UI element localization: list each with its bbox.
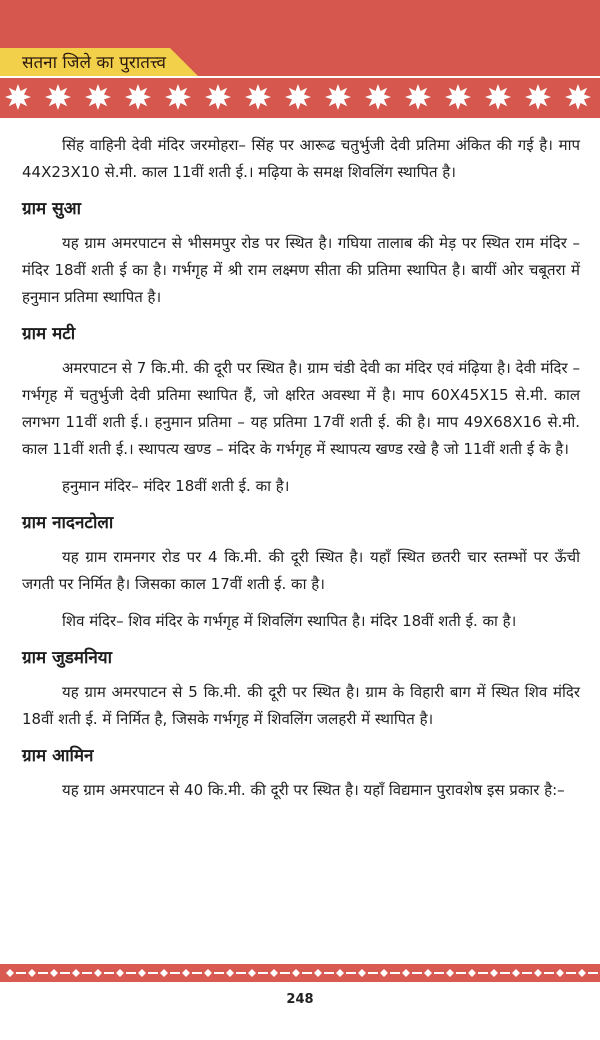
footer-diamond xyxy=(490,969,498,977)
footer-dash xyxy=(280,972,290,974)
footer-diamond xyxy=(160,969,168,977)
star-ornament xyxy=(525,84,551,110)
star-ornament xyxy=(245,84,271,110)
footer-dash xyxy=(82,972,92,974)
footer-dash xyxy=(38,972,48,974)
footer-diamond xyxy=(402,969,410,977)
footer-diamond xyxy=(226,969,234,977)
star-ornament xyxy=(365,84,391,110)
footer-diamond xyxy=(534,969,542,977)
footer-diamond xyxy=(94,969,102,977)
section-heading: ग्राम जुडमनिया xyxy=(22,648,113,668)
footer-dash xyxy=(258,972,268,974)
footer-dash xyxy=(214,972,224,974)
running-title: सतना जिले का पुरातत्त्व xyxy=(22,53,166,73)
footer-diamond xyxy=(72,969,80,977)
footer-diamond xyxy=(424,969,432,977)
star-ornament xyxy=(445,84,471,110)
footer-diamond xyxy=(248,969,256,977)
footer-dash xyxy=(16,972,26,974)
footer-dash xyxy=(324,972,334,974)
star-ornament xyxy=(565,84,591,110)
star-ornament xyxy=(125,84,151,110)
star-ornament xyxy=(405,84,431,110)
star-ornament xyxy=(205,84,231,110)
section-heading: ग्राम मटी xyxy=(22,324,76,344)
paragraph: सिंह वाहिनी देवी मंदिर जरमोहरा– सिंह पर आरूढ चतुर्भुजी देवी प्रतिमा अंकित की गई है। माप 44X23X10 से.मी. काल 11वीं शती ई.। मढ़िया के समक्ष शिवलिंग स्थापित है। xyxy=(22,136,580,181)
paragraph: अमरपाटन से 7 कि.मी. की दूरी पर स्थित है। ग्राम चंडी देवी का मंदिर एवं मंढ़िया है। देवी मंदिर –गर्भगृह में चतुर्भुजी देवी प्रतिमा स्थापित हैं, जो क्षरित अवस्था में है। माप 60X45X15 से.मी. काल लगभग 11वीं शती ई.। हनुमान प्रतिमा – यह प्रतिमा 17वीं शती ई. की है। माप 49X68X16 से.मी. काल 11वीं शती ई.। स्थापत्य खण्ड – मंदिर के गर्भगृह में स्थापत्य खण्ड रखे है जो 11वीं शती ई के है। xyxy=(22,359,580,458)
title-band xyxy=(0,48,600,78)
footer-diamond xyxy=(292,969,300,977)
footer-diamond xyxy=(314,969,322,977)
paragraph: यह ग्राम रामनगर रोड पर 4 कि.मी. की दूरी स्थित है। यहाँ स्थित छतरी चार स्तम्भों पर ऊँची जगती पर निर्मित है। जिसका काल 17वीं शती ई. का है। xyxy=(22,548,580,593)
footer-diamond xyxy=(28,969,36,977)
footer-diamond xyxy=(116,969,124,977)
star-ornament xyxy=(5,84,31,110)
section-heading: ग्राम आमिन xyxy=(22,746,94,766)
page-body xyxy=(22,132,580,814)
footer-dash xyxy=(192,972,202,974)
footer-diamond xyxy=(380,969,388,977)
footer-dash xyxy=(390,972,400,974)
footer-diamond xyxy=(556,969,564,977)
paragraph: यह ग्राम अमरपाटन से भीसमपुर रोड पर स्थित है। गघिया तालाब की मेड़ पर स्थित राम मंदिर – मंदिर 18वीं शती ई का है। गर्भगृह में श्री राम लक्ष्मण सीता की प्रतिमा स्थापित है। बायीं ओर चबूतरा में हनुमान प्रतिमा स्थापित है। xyxy=(22,234,580,306)
paragraph: शिव मंदिर– शिव मंदिर के गर्भगृह में शिवलिंग स्थापित है। मंदिर 18वीं शती ई. का है। xyxy=(62,612,517,630)
section-heading: ग्राम नादनटोला xyxy=(22,513,114,533)
footer-dash xyxy=(236,972,246,974)
title-band-underline xyxy=(0,76,600,78)
footer-diamond xyxy=(512,969,520,977)
footer-diamond xyxy=(204,969,212,977)
footer-dash xyxy=(566,972,576,974)
footer-dash xyxy=(346,972,356,974)
footer-dash xyxy=(104,972,114,974)
page-header xyxy=(0,0,600,118)
footer-diamond xyxy=(578,969,586,977)
paragraph: यह ग्राम अमरपाटन से 40 कि.मी. की दूरी पर स्थित है। यहाँ विद्यमान पुरावशेष इस प्रकार है:– xyxy=(62,781,565,799)
footer-dash xyxy=(434,972,444,974)
footer-diamond xyxy=(468,969,476,977)
footer-diamond xyxy=(336,969,344,977)
star-ornament-row xyxy=(0,82,600,112)
footer-dash xyxy=(544,972,554,974)
star-ornament xyxy=(485,84,511,110)
footer-diamond xyxy=(358,969,366,977)
star-ornament xyxy=(85,84,111,110)
footer-dash xyxy=(588,972,598,974)
footer-ornament-band xyxy=(0,964,600,982)
star-ornament xyxy=(325,84,351,110)
section-heading: ग्राम सुआ xyxy=(22,199,81,219)
footer-dash xyxy=(368,972,378,974)
footer-dash xyxy=(478,972,488,974)
footer-diamond xyxy=(446,969,454,977)
star-ornament xyxy=(285,84,311,110)
footer-diamond xyxy=(138,969,146,977)
page-number: 248 xyxy=(286,992,314,1007)
footer-dash xyxy=(170,972,180,974)
footer-diamond xyxy=(6,969,14,977)
paragraph: यह ग्राम अमरपाटन से 5 कि.मी. की दूरी पर स्थित है। ग्राम के विहारी बाग में स्थित शिव मंदिर 18वीं शती ई. में निर्मित है, जिसके गर्भगृह में शिवलिंग जलहरी में स्थापित है। xyxy=(22,683,580,728)
footer-dash xyxy=(302,972,312,974)
footer-dash xyxy=(126,972,136,974)
footer-diamond xyxy=(182,969,190,977)
paragraph: हनुमान मंदिर– मंदिर 18वीं शती ई. का है। xyxy=(62,477,290,495)
footer-diamond xyxy=(50,969,58,977)
footer-dash xyxy=(60,972,70,974)
footer-diamond xyxy=(270,969,278,977)
star-ornament xyxy=(45,84,71,110)
star-ornament xyxy=(165,84,191,110)
footer-dash xyxy=(148,972,158,974)
footer-dash xyxy=(522,972,532,974)
footer-diamond-pattern xyxy=(0,966,600,980)
footer-dash xyxy=(500,972,510,974)
footer-dash xyxy=(412,972,422,974)
footer-dash xyxy=(456,972,466,974)
